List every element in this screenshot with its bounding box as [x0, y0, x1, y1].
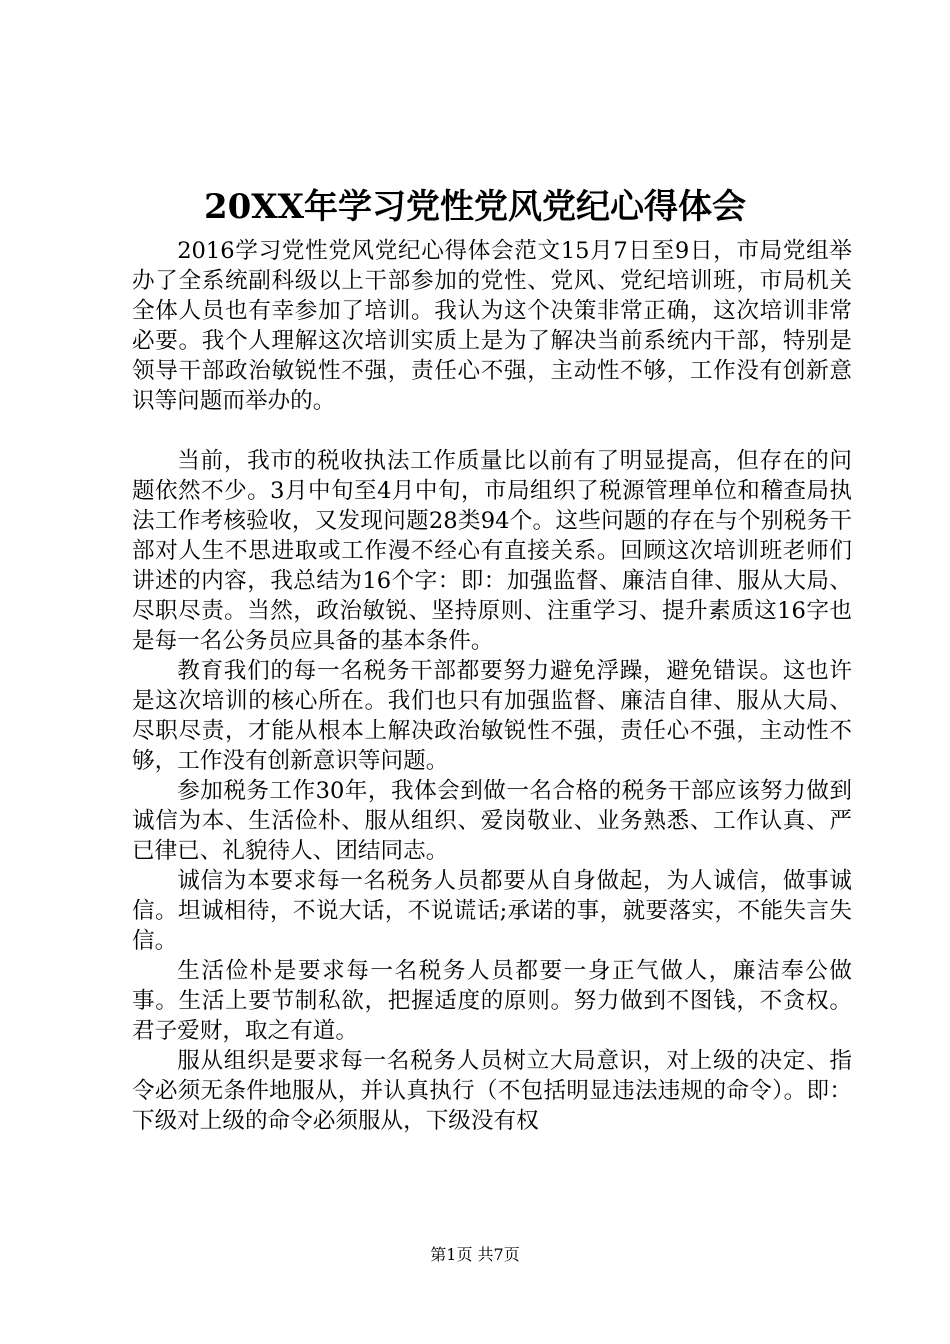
- paragraph-1: 2016学习党性党风党纪心得体会范文15月7日至9日，市局党组举办了全系统副科级以上干部参加的党性、党风、党纪培训班，市局机关全体人员也有幸参加了培训。我认为这个决策非常正确，这次培训非常必要。我个人理解这次培训实质上是为了解决当前系统内干部，特别是领导干部政治敏锐性不强，责任心不强，主动性不够，工作没有创新意识等问题而举办的。: [132, 238, 852, 414]
- paragraph-gap: [132, 416, 852, 446]
- page-footer: 第1页 共7页: [430, 1245, 520, 1264]
- paragraph-5: 诚信为本要求每一名税务人员都要从自身做起，为人诚信，做事诚信。坦诚相待，不说大话，不说谎话;承诺的事，就要落实，不能失言失信。: [132, 868, 852, 954]
- paragraph-6: 生活俭朴是要求每一名税务人员都要一身正气做人，廉洁奉公做事。生活上要节制私欲，把握适度的原则。努力做到不图钱，不贪权。君子爱财，取之有道。: [132, 958, 852, 1044]
- document-title: 20XX年学习党性党风党纪心得体会: [203, 187, 747, 227]
- paragraph-4: 参加税务工作30年，我体会到做一名合格的税务干部应该努力做到诚信为本、生活俭朴、服从组织、爱岗敬业、业务熟悉、工作认真、严已律已、礼貌待人、团结同志。: [132, 778, 852, 864]
- paragraph-3: 教育我们的每一名税务干部都要努力避免浮躁，避免错误。这也许是这次培训的核心所在。我们也只有加强监督、廉洁自律、服从大局、尽职尽责，才能从根本上解决政治敏锐性不强，责任心不强，主动性不够，工作没有创新意识等问题。: [132, 658, 852, 774]
- document-body: [132, 236, 852, 1136]
- paragraph-2: 当前，我市的税收执法工作质量比以前有了明显提高，但存在的问题依然不少。3月中旬至4月中旬，市局组织了税源管理单位和稽查局执法工作考核验收，又发现问题28类94个。这些问题的存在与个别税务干部对人生不思进取或工作漫不经心有直接关系。回顾这次培训班老师们讲述的内容，我总结为16个字：即：加强监督、廉洁自律、服从大局、尽职尽责。当然，政治敏锐、坚持原则、注重学习、提升素质这16字也是每一名公务员应具备的基本条件。: [132, 448, 852, 654]
- paragraph-7: 服从组织是要求每一名税务人员树立大局意识，对上级的决定、指令必须无条件地服从，并认真执行（不包括明显违法违规的命令）。即：下级对上级的命令必须服从，下级没有权: [132, 1048, 852, 1134]
